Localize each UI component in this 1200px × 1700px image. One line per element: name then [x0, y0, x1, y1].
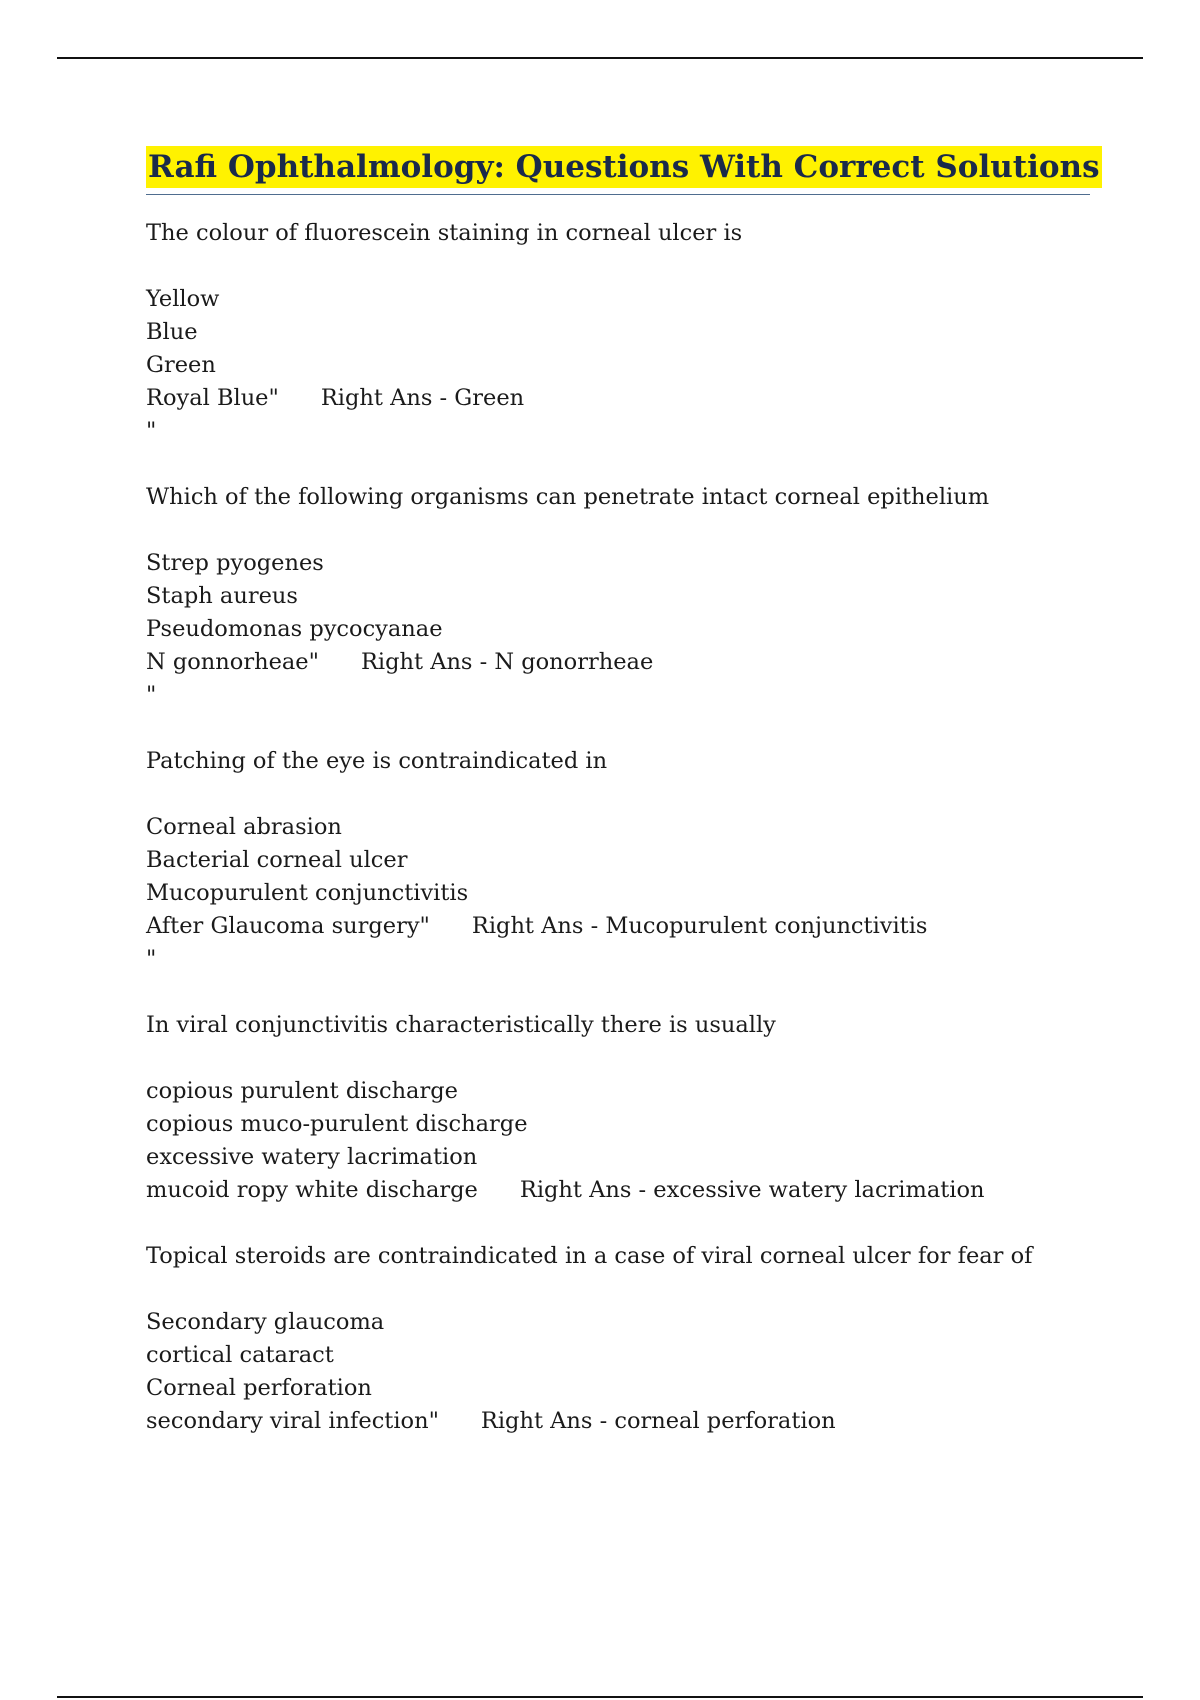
question-block [146, 745, 1090, 1009]
question-text: Patching of the eye is contraindicated in [146, 748, 608, 774]
option: Corneal perforation [146, 1375, 372, 1401]
trailing-quote: " [146, 946, 157, 972]
answer-line [146, 1405, 1090, 1438]
option: copious purulent discharge [146, 1078, 458, 1104]
option: Bacterial corneal ulcer [146, 847, 408, 873]
question-block [146, 481, 1090, 745]
option: excessive watery lacrimation [146, 1144, 478, 1170]
question-text: Which of the following organisms can penetrate intact corneal epithelium [146, 484, 990, 510]
question-text: The colour of fluorescein staining in corneal ulcer is [146, 220, 743, 246]
last-option: N gonnorheae" [146, 649, 319, 675]
option: Strep pyogenes [146, 550, 324, 576]
answer-line [146, 646, 1090, 679]
last-option: After Glaucoma surgery" [146, 913, 430, 939]
answer-line [146, 910, 1090, 943]
right-answer: Right Ans - corneal perforation [480, 1408, 836, 1434]
option: Corneal abrasion [146, 814, 342, 840]
right-answer: Right Ans - Mucopurulent conjunctivitis [471, 913, 928, 939]
option: Yellow [146, 286, 220, 312]
option: Pseudomonas pycocyanae [146, 616, 443, 642]
document-body [146, 146, 1100, 1438]
question-text: In viral conjunctivitis characteristically there is usually [146, 1012, 776, 1038]
right-answer: Right Ans - excessive watery lacrimation [519, 1177, 985, 1203]
right-answer: Right Ans - N gonorrheae [360, 649, 654, 675]
page-title: Rafi Ophthalmology: Questions With Correct Solutions [146, 146, 1102, 188]
option: Mucopurulent conjunctivitis [146, 880, 469, 906]
option: Secondary glaucoma [146, 1309, 385, 1335]
last-option: secondary viral infection" [146, 1408, 439, 1434]
page-bottom-rule [57, 1696, 1143, 1698]
question-block [146, 1240, 1090, 1438]
question-block [146, 1009, 1090, 1240]
option: Staph aureus [146, 583, 298, 609]
option: Blue [146, 319, 198, 345]
right-answer: Right Ans - Green [320, 385, 525, 411]
answer-line [146, 382, 1090, 415]
title-block [146, 146, 1100, 195]
option: copious muco-purulent discharge [146, 1111, 528, 1137]
trailing-quote: " [146, 418, 157, 444]
answer-line [146, 1174, 1090, 1207]
last-option: Royal Blue" [146, 385, 279, 411]
trailing-quote: " [146, 682, 157, 708]
question-block [146, 217, 1090, 481]
option: cortical cataract [146, 1342, 334, 1368]
option: Green [146, 352, 216, 378]
last-option: mucoid ropy white discharge [146, 1177, 478, 1203]
page-top-rule [57, 57, 1143, 59]
question-text: Topical steroids are contraindicated in a case of viral corneal ulcer for fear of [146, 1243, 1033, 1269]
